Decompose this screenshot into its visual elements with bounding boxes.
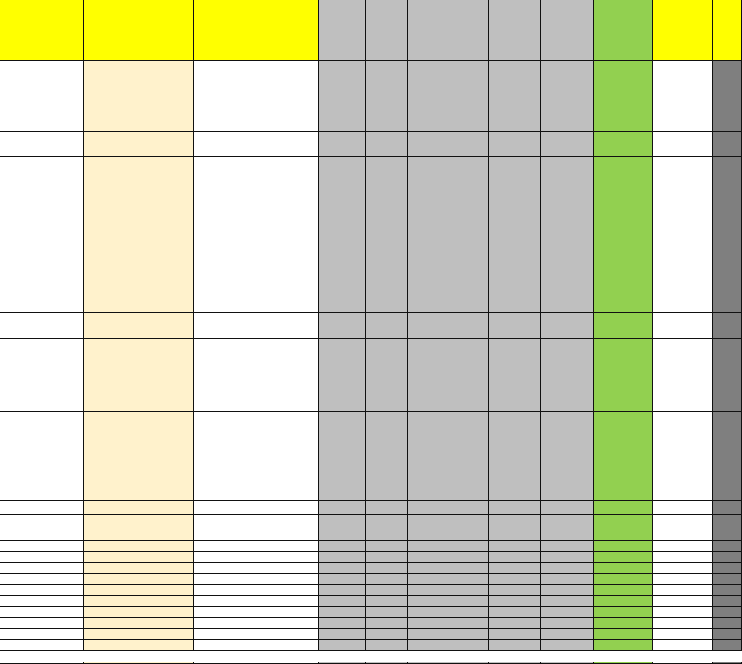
row-0-nov18-cell[interactable] xyxy=(653,61,713,132)
header-cell-1[interactable] xyxy=(84,0,194,61)
row-12-oct7-cell[interactable] xyxy=(319,585,366,596)
row-7-oct7-cell[interactable] xyxy=(319,515,366,541)
row-1-nov11-cell[interactable] xyxy=(594,132,653,157)
row-5-nov4-cell[interactable] xyxy=(541,412,594,501)
row-17-oct21-cell[interactable] xyxy=(408,640,489,651)
row-4-oct28-cell[interactable] xyxy=(489,339,541,412)
row-8-name-cell[interactable] xyxy=(0,541,84,552)
row-5-oct21-cell[interactable] xyxy=(408,412,489,501)
row-5-room-cell[interactable] xyxy=(194,412,319,501)
row-1-nov25-cell[interactable] xyxy=(713,132,742,157)
row-1-nov18-cell[interactable] xyxy=(653,132,713,157)
row-2-nov25-cell[interactable] xyxy=(713,157,742,313)
row-13-oct7-cell[interactable] xyxy=(319,596,366,607)
row-1-oct21-cell[interactable] xyxy=(408,132,489,157)
row-7-oct14-cell[interactable] xyxy=(366,515,408,541)
row-7-nov11-cell[interactable] xyxy=(594,515,653,541)
row-1-nov4-cell[interactable] xyxy=(541,132,594,157)
row-11-oct28-cell[interactable] xyxy=(489,574,541,585)
row-2-name-cell[interactable] xyxy=(0,157,84,313)
row-13-oct21-cell[interactable] xyxy=(408,596,489,607)
row-15-name-cell[interactable] xyxy=(0,618,84,629)
row-4-oct21-cell[interactable] xyxy=(408,339,489,412)
row-2-oct14-cell[interactable] xyxy=(366,157,408,313)
row-16-name-cell[interactable] xyxy=(0,629,84,640)
row-5-nov11-cell[interactable] xyxy=(594,412,653,501)
row-0-room-cell[interactable] xyxy=(194,61,319,132)
row-9-oct14-cell[interactable] xyxy=(366,552,408,563)
row-8-oct21-cell[interactable] xyxy=(408,541,489,552)
row-6-nov25-cell[interactable] xyxy=(713,501,742,515)
row-2-nov18-cell[interactable] xyxy=(653,157,713,313)
header-cell-5[interactable] xyxy=(408,0,489,61)
row-0-oct21-cell[interactable] xyxy=(408,61,489,132)
row-4-room-cell[interactable] xyxy=(194,339,319,412)
row-15-cohort-cell[interactable] xyxy=(84,618,194,629)
row-1-oct7-cell[interactable] xyxy=(319,132,366,157)
row-6-oct7-cell[interactable] xyxy=(319,501,366,515)
row-12-oct14-cell[interactable] xyxy=(366,585,408,596)
row-10-name-cell[interactable] xyxy=(0,563,84,574)
row-16-oct14-cell[interactable] xyxy=(366,629,408,640)
row-3-room-cell[interactable] xyxy=(194,313,319,339)
row-13-cohort-cell[interactable] xyxy=(84,596,194,607)
row-4-cohort-cell[interactable] xyxy=(84,339,194,412)
row-0-nov4-cell[interactable] xyxy=(541,61,594,132)
row-8-cohort-cell[interactable] xyxy=(84,541,194,552)
row-14-room-cell[interactable] xyxy=(194,607,319,618)
row-0-cohort-cell[interactable] xyxy=(84,61,194,132)
row-11-cohort-cell[interactable] xyxy=(84,574,194,585)
row-3-name-cell[interactable] xyxy=(0,313,84,339)
row-5-name-cell[interactable] xyxy=(0,412,84,501)
header-cell-0[interactable] xyxy=(0,0,84,61)
row-13-nov18-cell[interactable] xyxy=(653,596,713,607)
row-0-nov25-cell[interactable] xyxy=(713,61,742,132)
row-10-nov4-cell[interactable] xyxy=(541,563,594,574)
row-5-oct7-cell[interactable] xyxy=(319,412,366,501)
row-9-room-cell[interactable] xyxy=(194,552,319,563)
header-cell-3[interactable] xyxy=(319,0,366,61)
row-9-name-cell[interactable] xyxy=(0,552,84,563)
row-2-oct28-cell[interactable] xyxy=(489,157,541,313)
row-17-oct7-cell[interactable] xyxy=(319,640,366,651)
row-14-name-cell[interactable] xyxy=(0,607,84,618)
row-3-nov25-cell[interactable] xyxy=(713,313,742,339)
row-13-nov11-cell[interactable] xyxy=(594,596,653,607)
row-12-oct28-cell[interactable] xyxy=(489,585,541,596)
row-6-nov18-cell[interactable] xyxy=(653,501,713,515)
row-13-nov25-cell[interactable] xyxy=(713,596,742,607)
row-1-oct28-cell[interactable] xyxy=(489,132,541,157)
row-3-nov4-cell[interactable] xyxy=(541,313,594,339)
row-12-name-cell[interactable] xyxy=(0,585,84,596)
row-10-room-cell[interactable] xyxy=(194,563,319,574)
row-4-nov25-cell[interactable] xyxy=(713,339,742,412)
row-2-nov11-cell[interactable] xyxy=(594,157,653,313)
row-6-cohort-cell[interactable] xyxy=(84,501,194,515)
row-14-nov18-cell[interactable] xyxy=(653,607,713,618)
header-cell-8[interactable] xyxy=(594,0,653,61)
header-cell-9[interactable] xyxy=(653,0,713,61)
row-12-nov25-cell[interactable] xyxy=(713,585,742,596)
row-2-nov4-cell[interactable] xyxy=(541,157,594,313)
row-15-nov4-cell[interactable] xyxy=(541,618,594,629)
row-3-oct21-cell[interactable] xyxy=(408,313,489,339)
row-12-nov18-cell[interactable] xyxy=(653,585,713,596)
row-1-name-cell[interactable] xyxy=(0,132,84,157)
row-7-room-cell[interactable] xyxy=(194,515,319,541)
header-cell-6[interactable] xyxy=(489,0,541,61)
row-15-oct21-cell[interactable] xyxy=(408,618,489,629)
header-cell-2[interactable] xyxy=(194,0,319,61)
row-12-cohort-cell[interactable] xyxy=(84,585,194,596)
row-8-room-cell[interactable] xyxy=(194,541,319,552)
row-11-nov11-cell[interactable] xyxy=(594,574,653,585)
row-14-nov11-cell[interactable] xyxy=(594,607,653,618)
row-15-oct14-cell[interactable] xyxy=(366,618,408,629)
row-15-nov11-cell[interactable] xyxy=(594,618,653,629)
row-5-cohort-cell[interactable] xyxy=(84,412,194,501)
row-7-nov4-cell[interactable] xyxy=(541,515,594,541)
row-13-oct28-cell[interactable] xyxy=(489,596,541,607)
row-3-oct7-cell[interactable] xyxy=(319,313,366,339)
row-15-nov25-cell[interactable] xyxy=(713,618,742,629)
row-5-oct14-cell[interactable] xyxy=(366,412,408,501)
row-8-nov18-cell[interactable] xyxy=(653,541,713,552)
row-10-oct7-cell[interactable] xyxy=(319,563,366,574)
header-cell-10[interactable] xyxy=(713,0,742,61)
row-0-oct7-cell[interactable] xyxy=(319,61,366,132)
row-6-room-cell[interactable] xyxy=(194,501,319,515)
row-5-oct28-cell[interactable] xyxy=(489,412,541,501)
row-7-oct28-cell[interactable] xyxy=(489,515,541,541)
row-16-nov11-cell[interactable] xyxy=(594,629,653,640)
row-0-oct14-cell[interactable] xyxy=(366,61,408,132)
row-6-oct28-cell[interactable] xyxy=(489,501,541,515)
row-16-oct7-cell[interactable] xyxy=(319,629,366,640)
row-0-nov11-cell[interactable] xyxy=(594,61,653,132)
row-4-nov18-cell[interactable] xyxy=(653,339,713,412)
row-9-nov18-cell[interactable] xyxy=(653,552,713,563)
row-15-oct7-cell[interactable] xyxy=(319,618,366,629)
row-11-oct14-cell[interactable] xyxy=(366,574,408,585)
row-12-room-cell[interactable] xyxy=(194,585,319,596)
row-16-nov25-cell[interactable] xyxy=(713,629,742,640)
row-17-oct14-cell[interactable] xyxy=(366,640,408,651)
row-15-nov18-cell[interactable] xyxy=(653,618,713,629)
row-17-nov4-cell[interactable] xyxy=(541,640,594,651)
row-4-name-cell[interactable] xyxy=(0,339,84,412)
row-11-nov25-cell[interactable] xyxy=(713,574,742,585)
row-4-nov4-cell[interactable] xyxy=(541,339,594,412)
row-6-nov4-cell[interactable] xyxy=(541,501,594,515)
row-9-oct28-cell[interactable] xyxy=(489,552,541,563)
row-9-nov25-cell[interactable] xyxy=(713,552,742,563)
row-17-nov11-cell[interactable] xyxy=(594,640,653,651)
row-2-oct21-cell[interactable] xyxy=(408,157,489,313)
row-10-nov25-cell[interactable] xyxy=(713,563,742,574)
row-10-nov18-cell[interactable] xyxy=(653,563,713,574)
row-8-oct28-cell[interactable] xyxy=(489,541,541,552)
row-3-cohort-cell[interactable] xyxy=(84,313,194,339)
row-11-name-cell[interactable] xyxy=(0,574,84,585)
row-6-oct21-cell[interactable] xyxy=(408,501,489,515)
row-16-oct28-cell[interactable] xyxy=(489,629,541,640)
row-5-nov25-cell[interactable] xyxy=(713,412,742,501)
row-3-oct28-cell[interactable] xyxy=(489,313,541,339)
row-2-cohort-cell[interactable] xyxy=(84,157,194,313)
header-cell-4[interactable] xyxy=(366,0,408,61)
row-0-oct28-cell[interactable] xyxy=(489,61,541,132)
row-3-nov11-cell[interactable] xyxy=(594,313,653,339)
row-4-oct14-cell[interactable] xyxy=(366,339,408,412)
row-16-room-cell[interactable] xyxy=(194,629,319,640)
row-9-oct21-cell[interactable] xyxy=(408,552,489,563)
row-8-oct14-cell[interactable] xyxy=(366,541,408,552)
row-12-nov4-cell[interactable] xyxy=(541,585,594,596)
row-14-oct7-cell[interactable] xyxy=(319,607,366,618)
row-11-oct21-cell[interactable] xyxy=(408,574,489,585)
row-5-nov18-cell[interactable] xyxy=(653,412,713,501)
row-9-nov4-cell[interactable] xyxy=(541,552,594,563)
row-4-nov11-cell[interactable] xyxy=(594,339,653,412)
row-14-cohort-cell[interactable] xyxy=(84,607,194,618)
row-11-room-cell[interactable] xyxy=(194,574,319,585)
row-2-oct7-cell[interactable] xyxy=(319,157,366,313)
row-8-oct7-cell[interactable] xyxy=(319,541,366,552)
row-2-room-cell[interactable] xyxy=(194,157,319,313)
row-17-nov25-cell[interactable] xyxy=(713,640,742,651)
row-15-oct28-cell[interactable] xyxy=(489,618,541,629)
row-9-cohort-cell[interactable] xyxy=(84,552,194,563)
row-4-oct7-cell[interactable] xyxy=(319,339,366,412)
row-12-oct21-cell[interactable] xyxy=(408,585,489,596)
row-7-nov25-cell[interactable] xyxy=(713,515,742,541)
row-11-nov18-cell[interactable] xyxy=(653,574,713,585)
row-17-oct28-cell[interactable] xyxy=(489,640,541,651)
row-10-oct28-cell[interactable] xyxy=(489,563,541,574)
row-17-room-cell[interactable] xyxy=(194,640,319,651)
row-8-nov11-cell[interactable] xyxy=(594,541,653,552)
row-1-room-cell[interactable] xyxy=(194,132,319,157)
row-3-oct14-cell[interactable] xyxy=(366,313,408,339)
row-6-oct14-cell[interactable] xyxy=(366,501,408,515)
row-3-nov18-cell[interactable] xyxy=(653,313,713,339)
row-8-nov4-cell[interactable] xyxy=(541,541,594,552)
row-10-oct21-cell[interactable] xyxy=(408,563,489,574)
row-1-oct14-cell[interactable] xyxy=(366,132,408,157)
row-14-nov4-cell[interactable] xyxy=(541,607,594,618)
row-17-cohort-cell[interactable] xyxy=(84,640,194,651)
row-14-oct21-cell[interactable] xyxy=(408,607,489,618)
row-17-nov18-cell[interactable] xyxy=(653,640,713,651)
row-9-oct7-cell[interactable] xyxy=(319,552,366,563)
row-15-room-cell[interactable] xyxy=(194,618,319,629)
row-13-nov4-cell[interactable] xyxy=(541,596,594,607)
row-10-cohort-cell[interactable] xyxy=(84,563,194,574)
row-7-oct21-cell[interactable] xyxy=(408,515,489,541)
row-12-nov11-cell[interactable] xyxy=(594,585,653,596)
row-14-oct14-cell[interactable] xyxy=(366,607,408,618)
row-11-oct7-cell[interactable] xyxy=(319,574,366,585)
row-13-oct14-cell[interactable] xyxy=(366,596,408,607)
row-13-name-cell[interactable] xyxy=(0,596,84,607)
row-16-cohort-cell[interactable] xyxy=(84,629,194,640)
row-10-nov11-cell[interactable] xyxy=(594,563,653,574)
row-9-nov11-cell[interactable] xyxy=(594,552,653,563)
row-7-cohort-cell[interactable] xyxy=(84,515,194,541)
header-cell-7[interactable] xyxy=(541,0,594,61)
row-7-nov18-cell[interactable] xyxy=(653,515,713,541)
row-7-name-cell[interactable] xyxy=(0,515,84,541)
row-16-oct21-cell[interactable] xyxy=(408,629,489,640)
row-13-room-cell[interactable] xyxy=(194,596,319,607)
row-0-name-cell[interactable] xyxy=(0,61,84,132)
row-1-cohort-cell[interactable] xyxy=(84,132,194,157)
row-10-oct14-cell[interactable] xyxy=(366,563,408,574)
row-8-nov25-cell[interactable] xyxy=(713,541,742,552)
row-16-nov4-cell[interactable] xyxy=(541,629,594,640)
row-6-nov11-cell[interactable] xyxy=(594,501,653,515)
row-16-nov18-cell[interactable] xyxy=(653,629,713,640)
row-14-oct28-cell[interactable] xyxy=(489,607,541,618)
row-14-nov25-cell[interactable] xyxy=(713,607,742,618)
row-11-nov4-cell[interactable] xyxy=(541,574,594,585)
row-6-name-cell[interactable] xyxy=(0,501,84,515)
row-17-name-cell[interactable] xyxy=(0,640,84,651)
